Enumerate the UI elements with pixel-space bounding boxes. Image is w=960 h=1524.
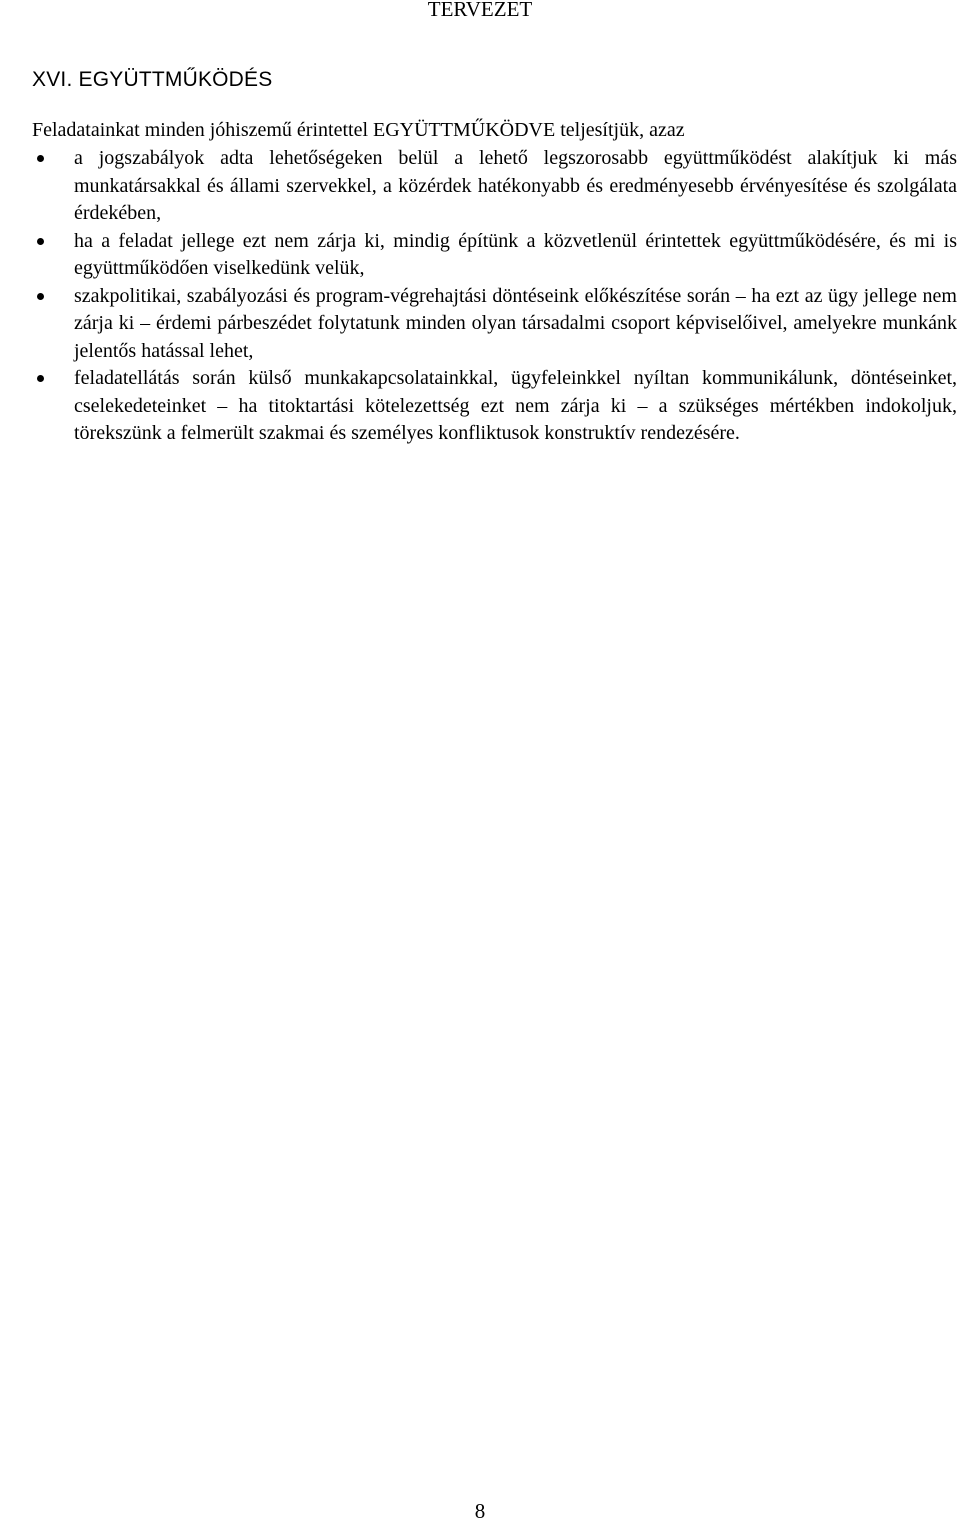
page-number: 8 xyxy=(474,1499,486,1523)
list-item xyxy=(32,228,957,283)
section-intro-paragraph: Feladatainkat minden jóhiszemű érintettel EGYÜTTMŰKÖDVE teljesítjük, azaz xyxy=(32,119,685,141)
bullet-icon xyxy=(37,375,44,382)
section-heading: XVI. EGYÜTTMŰKÖDÉS xyxy=(32,68,273,91)
list-item xyxy=(32,145,957,228)
list-item xyxy=(32,365,957,448)
list-item-text: a jogszabályok adta lehetőségeken belül a lehető legszorosabb együttműködést alakítjuk ki más munkatársakkal és állami szervekkel, a közérdek hatékonyabb és eredményesebb érvényesítése és szolgálata érdekében, xyxy=(74,147,957,224)
list-item-text: feladatellátás során külső munkakapcsolatainkkal, ügyfeleinkkel nyíltan kommunikálunk, döntéseinket, cselekedeteinket – ha titoktartási kötelezettség ezt nem zárja ki – a szükséges mértékben indokoljuk, törekszünk a felmerült szakmai és személyes konfliktusok konstruktív rendezésére. xyxy=(74,367,957,444)
bullet-list xyxy=(32,145,957,448)
document-header-label: TERVEZET xyxy=(427,0,533,21)
list-item-text: ha a feladat jellege ezt nem zárja ki, mindig építünk a közvetlenül érintettek együttműködésére, és mi is együttműködően viselkedünk velük, xyxy=(74,229,957,279)
bullet-icon xyxy=(37,293,44,300)
bullet-icon xyxy=(37,155,44,162)
list-item-text: szakpolitikai, szabályozási és program-végrehajtási döntéseink előkészítése során – ha ezt az ügy jellege nem zárja ki – érdemi párbeszédet folytatunk minden olyan társadalmi csoport képviselőivel, amelyekre munkánk jelentős hatással lehet, xyxy=(74,284,957,362)
list-item xyxy=(32,283,957,366)
bullet-icon xyxy=(37,238,44,245)
